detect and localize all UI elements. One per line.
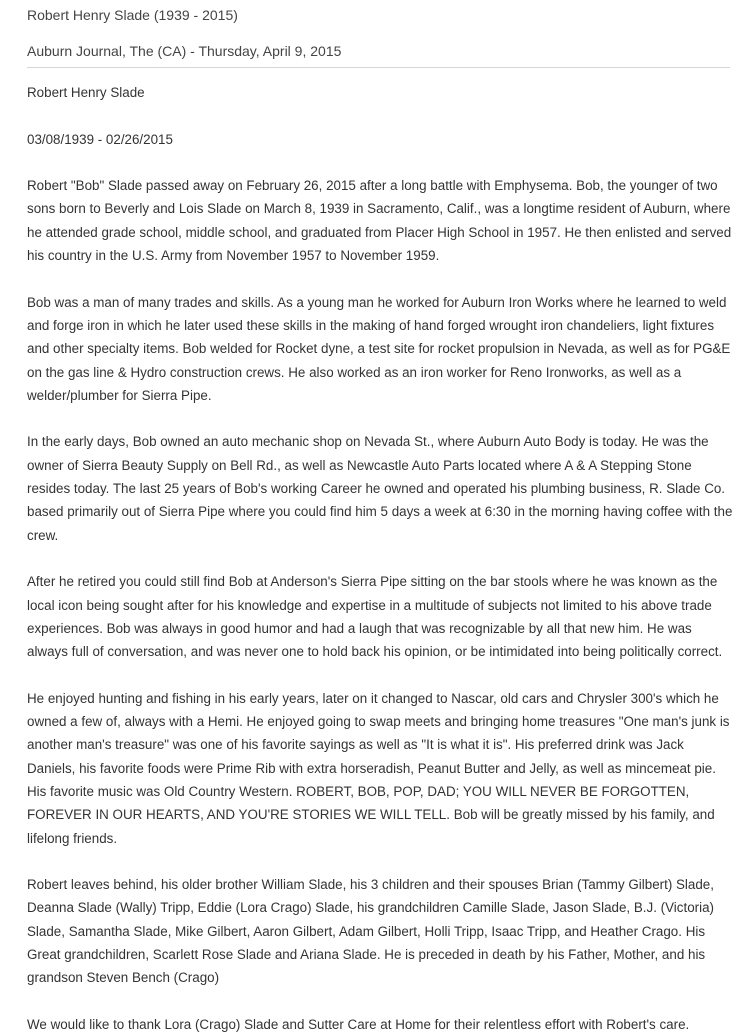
obituary-paragraph: In the early days, Bob owned an auto mechanic shop on Nevada St., where Auburn Auto Body is today. He was the owner of Sierra Beauty Supply on Bell Rd., as well as Newcastle Auto Parts located where A & A Stepping Stone resides today. The last 25 years of Bob's working Career he owned and operated his plumbing business, R. Slade Co. based primarily out of Sierra Pipe where you could find him 5 days a week at 6:30 in the morning having coffee with the crew.	[27, 434, 733, 543]
obituary-paragraph: He enjoyed hunting and fishing in his early years, later on it changed to Nascar, old cars and Chrysler 300's which he owned a few of, always with a Hemi. He enjoyed going to swap meets and bringing home treasures "One man's junk is another man's treasure" was one of his favorite sayings as well as "It is what it is". His preferred drink was Jack Daniels, his favorite foods were Prime Rib with extra horseradish, Peanut Butter and Jelly, as well as mincemeat pie. His favorite music was Old Country Western. ROBERT, BOB, POP, DAD; YOU WILL NEVER BE FORGOTTEN, FOREVER IN OUR HEARTS, AND YOU'RE STORIES WE WILL TELL. Bob will be greatly missed by his family, and lifelong friends.	[27, 690, 730, 846]
obituary-title: Robert Henry Slade (1939 - 2015)	[27, 7, 238, 23]
obituary-paragraph: After he retired you could still find Bob at Anderson's Sierra Pipe sitting on the bar stools where he was known as the local icon being sought after for his knowledge and expertise in a multitude of subjects not limited to his above trade experiences. Bob was always in good humor and had a laugh that was recognizable by all that new him. He was always full of conversation, and was never one to hold back his opinion, or be intimidated into being politically correct.	[27, 574, 723, 660]
header-divider	[27, 67, 730, 68]
obituary-paragraph: Robert "Bob" Slade passed away on February 26, 2015 after a long battle with Emphysema. Bob, the younger of two sons born to Beverly and Lois Slade on March 8, 1939 in Sacramento, Calif., was a longtime resident of Auburn, where he attended grade school, middle school, and graduated from Placer High School in 1957. He then enlisted and served his country in the U.S. Army from November 1957 to November 1959.	[27, 178, 732, 264]
obituary-name: Robert Henry Slade	[27, 85, 145, 100]
obituary-paragraph: Bob was a man of many trades and skills. As a young man he worked for Auburn Iron Works where he learned to weld and forge iron in which he later used these skills in the making of hand forged wrought iron chandeliers, light fixtures and other specialty items. Bob welded for Rocket dyne, a test site for rocket propulsion in Nevada, as well as for PG&E on the gas line & Hydro construction crews. He also worked as an iron worker for Reno Ironworks, as well as a welder/plumber for Sierra Pipe.	[27, 294, 731, 403]
obituary-source: Auburn Journal, The (CA) - Thursday, April 9, 2015	[27, 43, 342, 59]
obituary-body	[27, 81, 733, 1036]
obituary-dates: 03/08/1939 - 02/26/2015	[27, 131, 173, 147]
obituary-paragraph: Robert leaves behind, his older brother William Slade, his 3 children and their spouses Brian (Tammy Gilbert) Slade, Deanna Slade (Wally) Tripp, Eddie (Lora Crago) Slade, his grandchildren Camille Slade, Jason Slade, B.J. (Victoria) Slade, Samantha Slade, Mike Gilbert, Aaron Gilbert, Adam Gilbert, Holli Tripp, Isaac Tripp, and Heather Crago. His Great grandchildren, Scarlett Rose Slade and Ariana Slade. He is preceded in death by his Father, Mother, and his grandson Steven Bench (Crago)	[27, 877, 714, 986]
obituary-paragraph: We would like to thank Lora (Crago) Slade and Sutter Care at Home for their relentless effort with Robert's care.	[27, 1016, 690, 1032]
